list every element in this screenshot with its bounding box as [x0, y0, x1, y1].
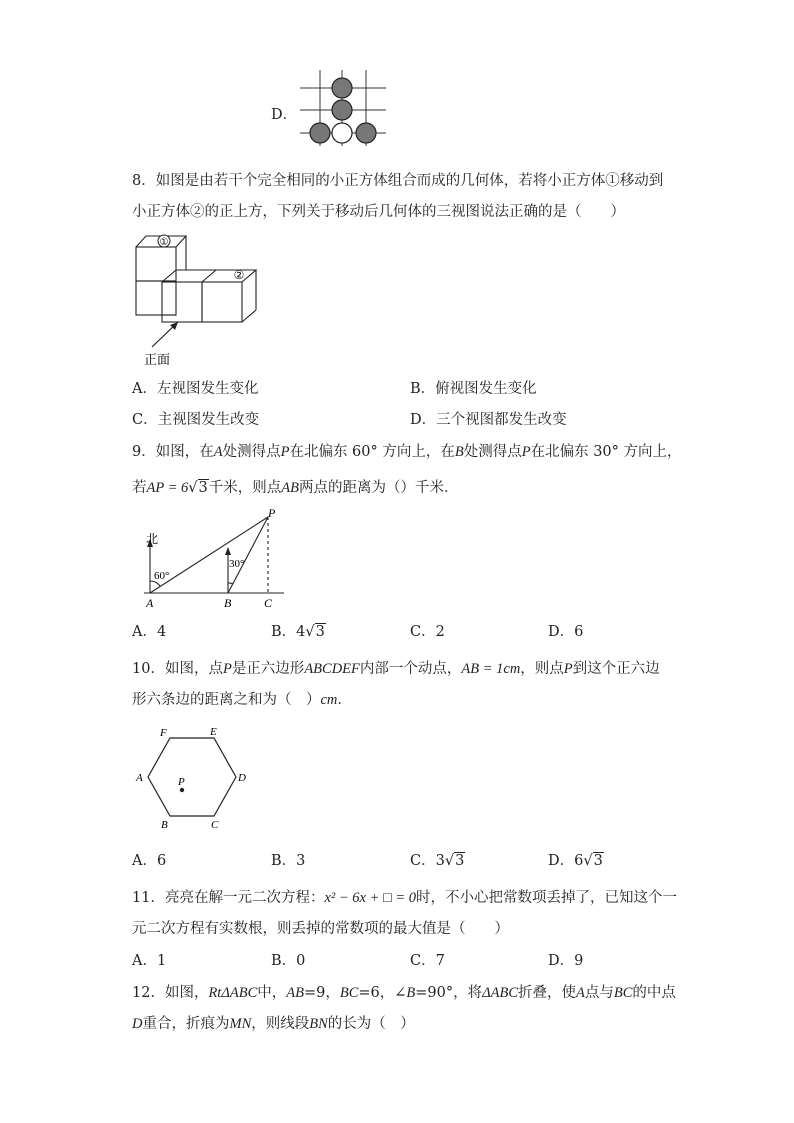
q8-label-2: ② [233, 268, 245, 282]
q9-point-p: P [268, 507, 276, 520]
q10-option-b: B．3 [271, 853, 306, 869]
q8-line-2: 小正方体②的正上方，下列关于移动后几何体的三视图说法正确的是（ ） [132, 204, 625, 220]
q10-option-c: C．3√3 [410, 853, 465, 869]
q8-option-c: C．主视图发生改变 [132, 412, 260, 428]
q9-option-a: A．4 [132, 624, 167, 640]
q9-figure [140, 507, 290, 611]
q10-vertex-d: D [238, 772, 246, 784]
q9-option-b: B．4√3 [271, 624, 325, 640]
q10-vertex-a: A [136, 772, 143, 784]
q11-line-2: 元二次方程有实数根，则丢掉的常数项的最大值是（ ） [132, 921, 509, 937]
q8-front-label: 正面 [144, 352, 171, 367]
q9-option-d: D．6 [548, 624, 584, 640]
q8-option-d: D．三个视图都发生改变 [410, 412, 567, 428]
q7-option-d-figure [300, 70, 390, 150]
q8-option-a: A．左视图发生变化 [132, 381, 259, 397]
q12-line-1: 12．如图，RtΔABC中，AB=9，BC=6，∠B=90°，将ΔABC折叠，使A点与BC的中点 [132, 985, 676, 1001]
q8-option-b: B．俯视图发生变化 [410, 381, 537, 397]
q9-point-c: C [264, 596, 273, 610]
q9-point-a: A [146, 596, 154, 610]
q9-angle-a: 60° [154, 570, 170, 582]
q8-figure [130, 232, 280, 372]
q9-angle-b: 30° [229, 558, 245, 570]
q10-vertex-f: F [160, 727, 167, 739]
q7-option-d-label: D． [271, 107, 298, 123]
q8-line-1: 8．如图是由若干个完全相同的小正方体组合而成的几何体，若将小正方体①移动到 [132, 173, 664, 189]
q11-option-c: C．7 [410, 953, 445, 969]
q11-option-d: D．9 [548, 953, 584, 969]
q11-line-1: 11．亮亮在解一元二次方程：x² − 6x + □ = 0时，不小心把常数项丢掉了，已知这个一 [132, 890, 678, 906]
q10-line-1: 10．如图，点P是正六边形ABCDEF内部一个动点，AB = 1cm，则点P到这个正六边 [132, 661, 660, 677]
q9-line-2: 若AP = 6√3千米，则点AB两点的距离为（）千米． [132, 480, 459, 496]
q10-line-2: 形六条边的距离之和为（ ）cm． [132, 692, 352, 708]
q12-line-2: D重合，折痕为MN，则线段BN的长为（ ） [132, 1016, 415, 1032]
q8-label-1: ① [159, 237, 169, 248]
q11-option-a: A．1 [132, 953, 167, 969]
q10-option-a: A．6 [132, 853, 167, 869]
q10-hexagon-figure [130, 722, 255, 832]
q9-option-c: C．2 [410, 624, 445, 640]
q10-vertex-c: C [211, 819, 219, 831]
q9-north-label: 北 [146, 532, 159, 546]
q9-point-b: B [224, 596, 232, 610]
q10-vertex-e: E [210, 726, 217, 738]
q9-line-1: 9．如图，在A处测得点P在北偏东 60° 方向上，在B处测得点P在北偏东 30° 方向上， [132, 444, 682, 460]
q11-option-b: B．0 [271, 953, 306, 969]
q10-option-d: D．6√3 [548, 853, 603, 869]
q10-vertex-b: B [161, 819, 168, 831]
q10-point-p: P [178, 776, 185, 788]
